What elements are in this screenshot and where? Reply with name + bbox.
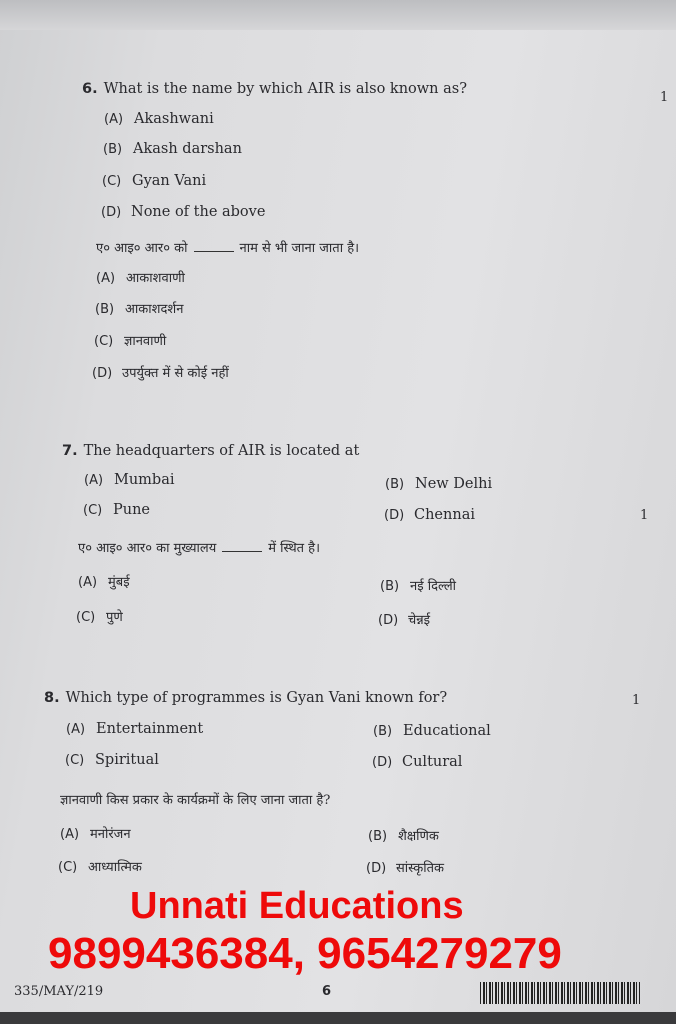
- paper-code: 335/MAY/219: [14, 984, 104, 999]
- hindi-option-d: (D) सांस्कृतिक: [366, 861, 444, 876]
- question-8: 8. Which type of programmes is Gyan Vani known for?: [44, 690, 448, 706]
- hindi-option-a: (A) आकाशवाणी: [96, 271, 185, 286]
- watermark-phones: 9899436384, 9654279279: [48, 929, 562, 978]
- hindi-option-b: (B) शैक्षणिक: [368, 829, 439, 844]
- hindi-option-d: (D) उपर्युक्त में से कोई नहीं: [92, 366, 229, 381]
- option-b: (B) New Delhi: [385, 476, 493, 492]
- option-c: (C) Gyan Vani: [102, 173, 207, 189]
- option-c: (C) Pune: [83, 502, 151, 518]
- hindi-question-6: ए० आइ० आर० को नाम से भी जाना जाता है।: [96, 241, 360, 256]
- question-text: What is the name by which AIR is also known as?: [103, 81, 467, 97]
- question-number: 6.: [82, 81, 98, 97]
- option-d: (D) None of the above: [101, 204, 266, 220]
- question-7: 7. The headquarters of AIR is located at: [62, 443, 360, 459]
- option-d: (D) Cultural: [372, 754, 463, 770]
- barcode: [480, 982, 640, 1004]
- option-a: (A) Akashwani: [104, 111, 214, 127]
- page-number: 6: [322, 984, 332, 999]
- hindi-option-c: (C) आध्यात्मिक: [58, 860, 142, 875]
- option-b: (B) Akash darshan: [103, 141, 242, 157]
- question-6: [82, 80, 467, 98]
- hindi-option-d: (D) चेन्नई: [378, 613, 431, 628]
- watermark-title: Unnati Educations: [130, 885, 464, 927]
- option-d: (D) Chennai: [384, 507, 475, 523]
- hindi-option-a: (A) मुंबई: [78, 575, 130, 590]
- hindi-question-8: ज्ञानवाणी किस प्रकार के कार्यक्रमों के लिए जाना जाता है?: [60, 793, 331, 808]
- option-c: (C) Spiritual: [65, 752, 159, 768]
- hindi-option-c: (C) ज्ञानवाणी: [94, 334, 167, 349]
- option-a: (A) Mumbai: [84, 472, 175, 488]
- hindi-option-b: (B) आकाशदर्शन: [95, 302, 184, 317]
- hindi-option-c: (C) पुणे: [76, 610, 123, 625]
- option-b: (B) Educational: [373, 723, 491, 739]
- marks: 1: [640, 508, 649, 523]
- marks: 1: [660, 90, 669, 105]
- marks: 1: [632, 693, 641, 708]
- hindi-question-7: ए० आइ० आर० का मुख्यालय में स्थित है।: [78, 541, 321, 556]
- hindi-option-a: (A) मनोरंजन: [60, 827, 131, 842]
- hindi-option-b: (B) नई दिल्ली: [380, 579, 457, 594]
- option-a: (A) Entertainment: [66, 721, 204, 737]
